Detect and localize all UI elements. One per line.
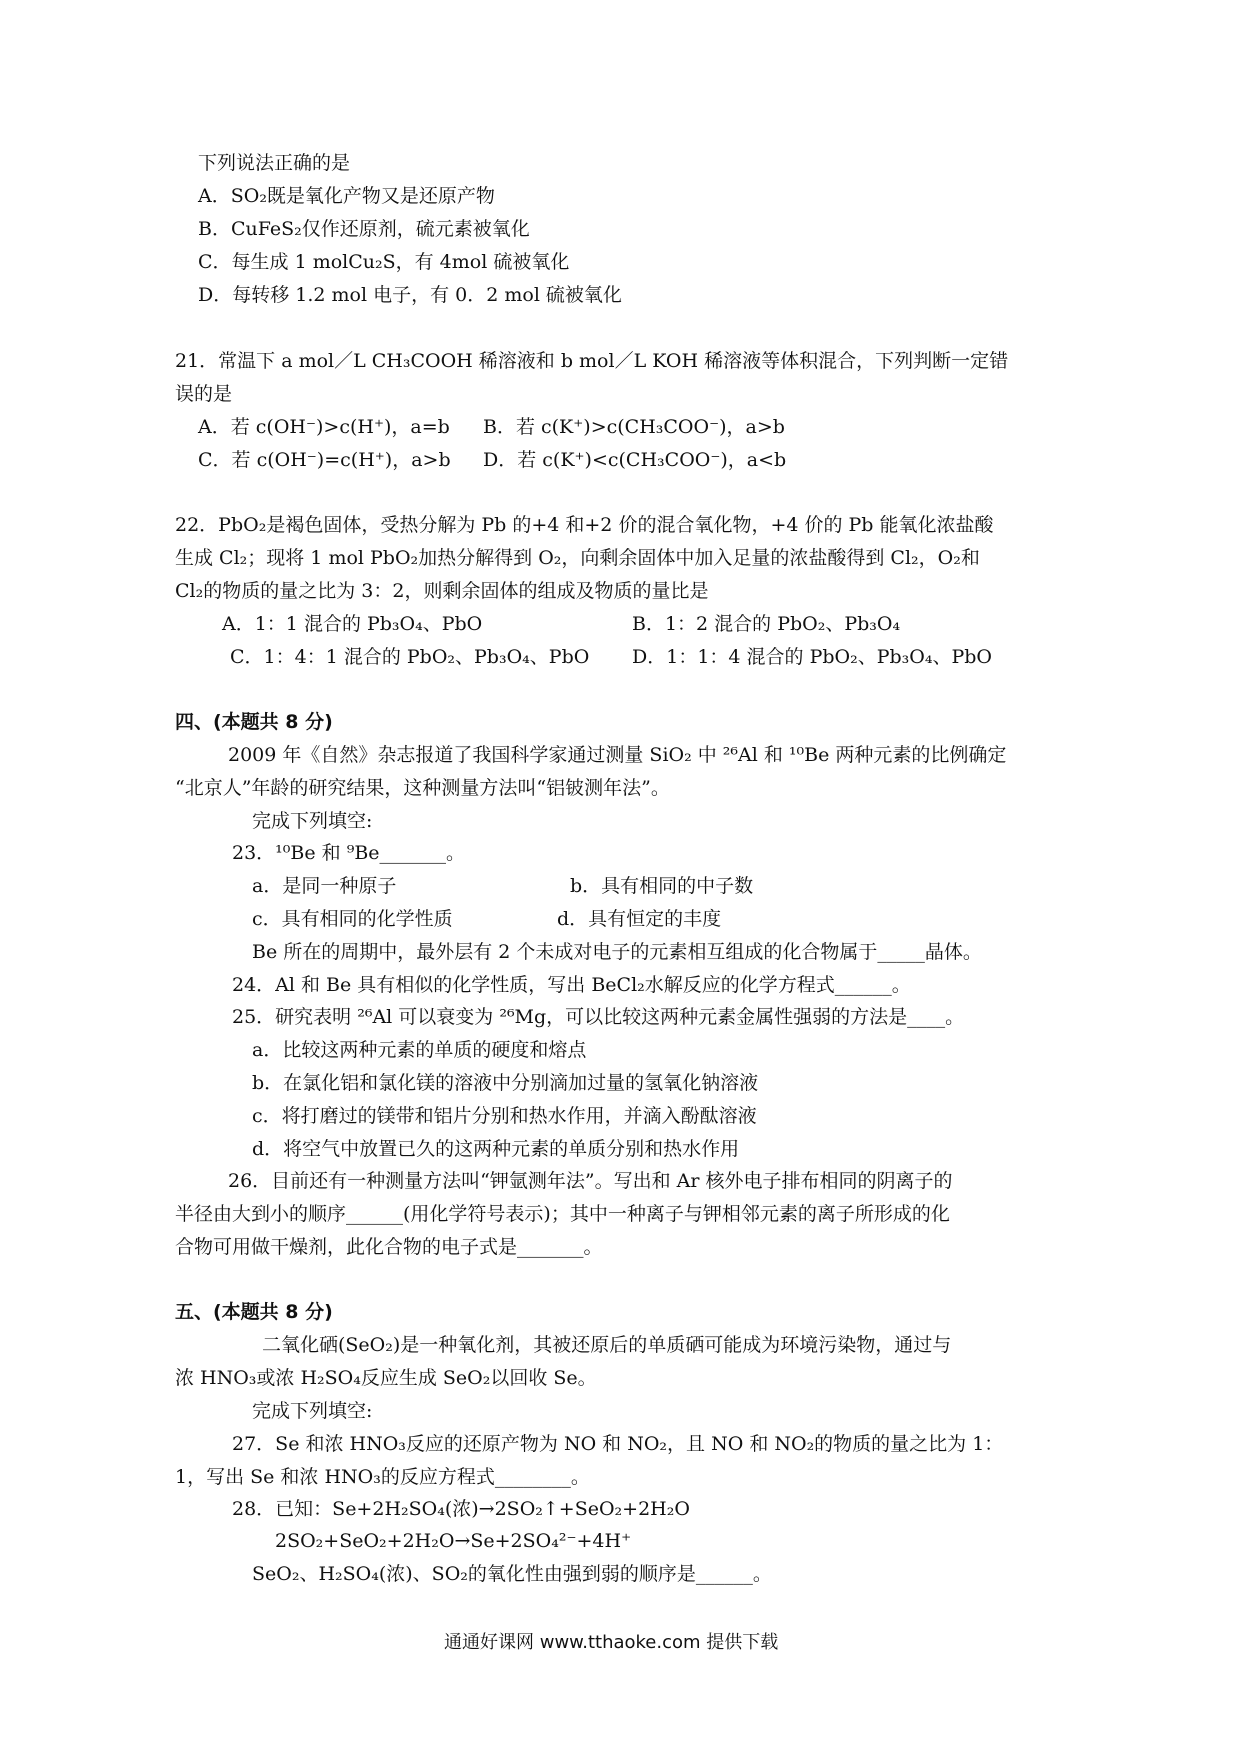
q27-stem-2: 1，写出 Se 和浓 HNO₃的反应方程式________。	[175, 1466, 590, 1488]
page-footer: 通通好课网 www.tthaoke.com 提供下载	[444, 1632, 779, 1653]
q25-stem: 25．研究表明 ²⁶Al 可以衰变为 ²⁶Mg，可以比较这两种元素金属性强弱的方法是____。	[232, 1006, 965, 1028]
q25-option-b: b．在氯化铝和氯化镁的溶液中分别滴加过量的氢氧化钠溶液	[252, 1072, 759, 1094]
q20-prompt: 下列说法正确的是	[198, 152, 351, 174]
q21-option-d: D．若 c(K⁺)<c(CH₃COO⁻)，a<b	[483, 449, 787, 471]
q20-option-b: B．CuFeS₂仅作还原剂，硫元素被氧化	[198, 218, 530, 240]
q26-stem-1: 26．目前还有一种测量方法叫“钾氩测年法”。写出和 Ar 核外电子排布相同的阴离子的	[228, 1170, 953, 1192]
q28-stem-3: SeO₂、H₂SO₄(浓)、SO₂的氧化性由强到弱的顺序是______。	[252, 1563, 772, 1585]
q22-option-c: C．1：4：1 混合的 PbO₂、Pb₃O₄、PbO	[230, 646, 590, 668]
sec5-intro-1: 二氧化硒(SeO₂)是一种氧化剂，其被还原后的单质硒可能成为环境污染物，通过与	[262, 1334, 952, 1356]
q23-option-c: c．具有相同的化学性质	[252, 908, 453, 930]
q21-option-c: C．若 c(OH⁻)=c(H⁺)，a>b	[198, 449, 451, 471]
q22-stem-1: 22．PbO₂是褐色固体，受热分解为 Pb 的+4 和+2 价的混合氧化物，+4 价的 Pb 能氧化浓盐酸	[175, 514, 994, 536]
q28-stem-1: 28．已知：Se+2H₂SO₄(浓)→2SO₂↑+SeO₂+2H₂O	[232, 1498, 690, 1520]
q28-stem-2: 2SO₂+SeO₂+2H₂O→Se+2SO₄²⁻+4H⁺	[275, 1530, 632, 1552]
sec5-fill-prompt: 完成下列填空:	[252, 1400, 373, 1422]
q22-stem-2: 生成 Cl₂；现将 1 mol PbO₂加热分解得到 O₂，向剩余固体中加入足量的浓盐酸得到 Cl₂，O₂和	[175, 547, 980, 569]
sec4-intro-1: 2009 年《自然》杂志报道了我国科学家通过测量 SiO₂ 中 ²⁶Al 和 ¹⁰Be 两种元素的比例确定	[228, 744, 1007, 766]
sec5-intro-2: 浓 HNO₃或浓 H₂SO₄反应生成 SeO₂以回收 Se。	[175, 1367, 597, 1389]
q21-option-a: A．若 c(OH⁻)>c(H⁺)，a=b	[198, 416, 450, 438]
q24-stem: 24．Al 和 Be 具有相似的化学性质，写出 BeCl₂水解反应的化学方程式______。	[232, 974, 911, 996]
q25-option-a: a．比较这两种元素的单质的硬度和熔点	[252, 1039, 587, 1061]
q23-option-d: d．具有恒定的丰度	[557, 908, 722, 930]
q20-option-d: D．每转移 1.2 mol 电子，有 0．2 mol 硫被氧化	[198, 284, 622, 306]
q23-option-b: b．具有相同的中子数	[570, 875, 754, 897]
q21-option-b: B．若 c(K⁺)>c(CH₃COO⁻)，a>b	[483, 416, 785, 438]
q22-option-b: B．1：2 混合的 PbO₂、Pb₃O₄	[632, 613, 901, 635]
q26-stem-2: 半径由大到小的顺序______(用化学符号表示)；其中一种离子与钾相邻元素的离子所形成的化	[175, 1203, 950, 1225]
q23-extra: Be 所在的周期中，最外层有 2 个未成对电子的元素相互组成的化合物属于_____晶体。	[252, 941, 982, 963]
q25-option-d: d．将空气中放置已久的这两种元素的单质分别和热水作用	[252, 1138, 740, 1160]
q22-option-d: D．1：1：4 混合的 PbO₂、Pb₃O₄、PbO	[632, 646, 992, 668]
q20-option-c: C．每生成 1 molCu₂S，有 4mol 硫被氧化	[198, 251, 570, 273]
sec4-intro-2: “北京人”年龄的研究结果，这种测量方法叫“铝铍测年法”。	[175, 777, 670, 799]
sec4-fill-prompt: 完成下列填空:	[252, 810, 373, 832]
q25-option-c: c．将打磨过的镁带和铝片分别和热水作用，并滴入酚酞溶液	[252, 1105, 757, 1127]
q26-stem-3: 合物可用做干燥剂，此化合物的电子式是_______。	[175, 1236, 603, 1258]
q22-option-a: A．1：1 混合的 Pb₃O₄、PbO	[222, 613, 483, 635]
q21-stem-1: 21．常温下 a mol／L CH₃COOH 稀溶液和 b mol／L KOH 稀溶液等体积混合，下列判断一定错	[175, 350, 1009, 372]
q23-option-a: a．是同一种原子	[252, 875, 397, 897]
q21-stem-2: 误的是	[175, 383, 233, 405]
q23-stem: 23．¹⁰Be 和 ⁹Be_______。	[232, 842, 466, 864]
section-5-heading: 五、(本题共 8 分)	[175, 1301, 333, 1323]
q27-stem-1: 27．Se 和浓 HNO₃反应的还原产物为 NO 和 NO₂，且 NO 和 NO₂的物质的量之比为 1：	[232, 1433, 1004, 1455]
q22-stem-3: Cl₂的物质的量之比为 3：2，则剩余固体的组成及物质的量比是	[175, 580, 709, 602]
section-4-heading: 四、(本题共 8 分)	[175, 711, 333, 733]
q20-option-a: A．SO₂既是氧化产物又是还原产物	[198, 185, 495, 207]
